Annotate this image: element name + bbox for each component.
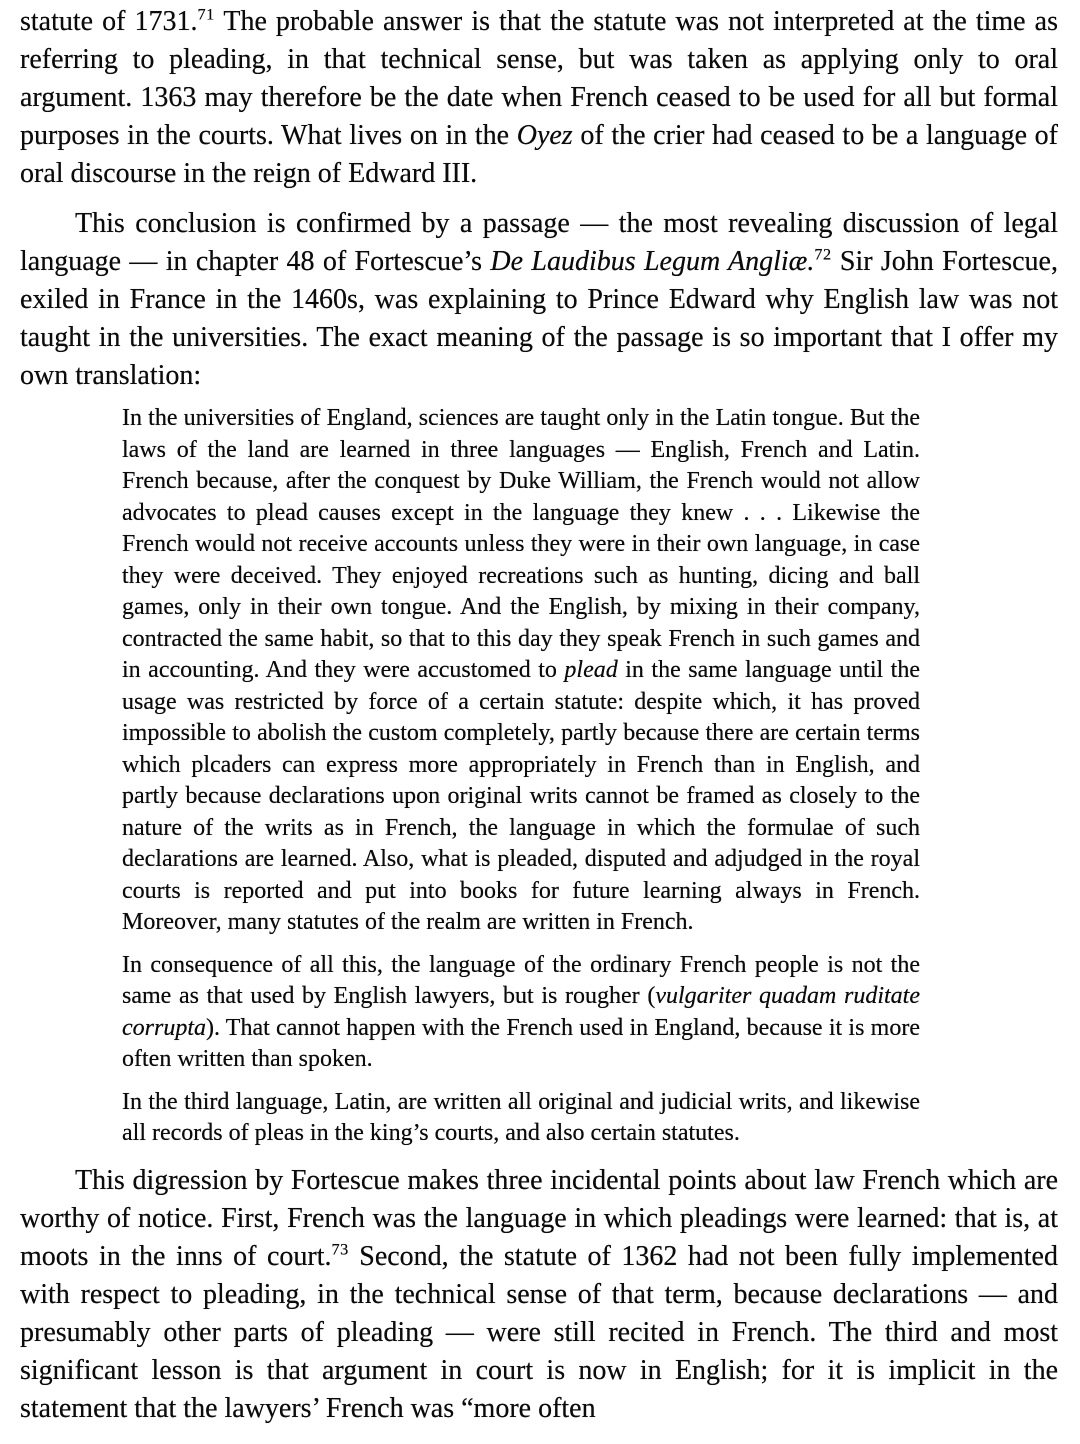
paragraph-statute-1731: statute of 1731.71 The probable answer is that the statute was not interpreted at the time as referring to pleading, in that technical sense, but was taken as applying only to oral argument. 1363 may therefore be the date when French ceased to be used for all but formal purposes in the courts. What lives on in the Oyez of the crier had ceased to be a language of oral discourse in the reign of Edward III. [20, 5, 1058, 189]
block-quote-translation [122, 403, 920, 1150]
quote-paragraph-consequence: In consequence of all this, the language of the ordinary French people is not the same as that used by English lawyers, but is rougher (vulgariter quadam ruditate corrupta). That cannot happen with the French used in England, because it is more often written than spoken. [122, 951, 920, 1072]
quote-paragraph-universities: In the universities of England, sciences are taught only in the Latin tongue. But the laws of the land are learned in three languages — English, French and Latin. French because, after the conquest by Duke William, the French would not allow advocates to plead causes except in the language they knew . . . Likewise the French would not receive accounts unless they were in their own language, in case they were deceived. They enjoyed recreations such as hunting, dicing and ball games, only in their own tongue. And the English, by mixing in their company, contracted the same habit, so that to this day they speak French in such games and in accounting. And they were accustomed to plead in the same language until the usage was restricted by force of a certain statute: despite which, it has proved impossible to abolish the custom completely, partly because there are certain terms which plcaders can express more appropriately in French than in English, and partly because declarations upon original writs cannot be framed as closely to the nature of the writs as in French, the language in which the formulae of such declarations are learned. Also, what is pleaded, disputed and adjudged in the royal courts is reported and put into books for future learning always in French. Moreover, many statutes of the realm are written in French. [122, 405, 921, 935]
paragraph-fortescue-intro: This conclusion is confirmed by a passage — the most revealing discussion of legal language — in chapter 48 of Fortescue’s De Laudibus Legum Angliæ.$^{72}$ Sir John Fortescue, exiled in France in the 1460s, was explaining to Prince Edward why English law was not taught in the universities. The exact meaning of the passage is so important that I offer my own translation: [20, 208, 1058, 391]
quote-paragraph-latin: In the third language, Latin, are written all original and judicial writs, and likewise all records of pleas in the king’s courts, and also certain statutes. [122, 1088, 920, 1146]
paragraph-digression-points: This digression by Fortescue makes three incidental points about law French which are worthy of notice. First, French was the language in which pleadings were learned: that is, at moots in the inns of court.$^{73}$ Second, the statute of 1362 had not been fully implemented with respect to pleading, in the technical sense of that term, because declarations — and presumably other parts of pleading — were still recited in French. The third and most significant lesson is that argument in court is now in English; for it is implicit in the statement that the lawyers’ French was “more often [20, 1164, 1058, 1424]
